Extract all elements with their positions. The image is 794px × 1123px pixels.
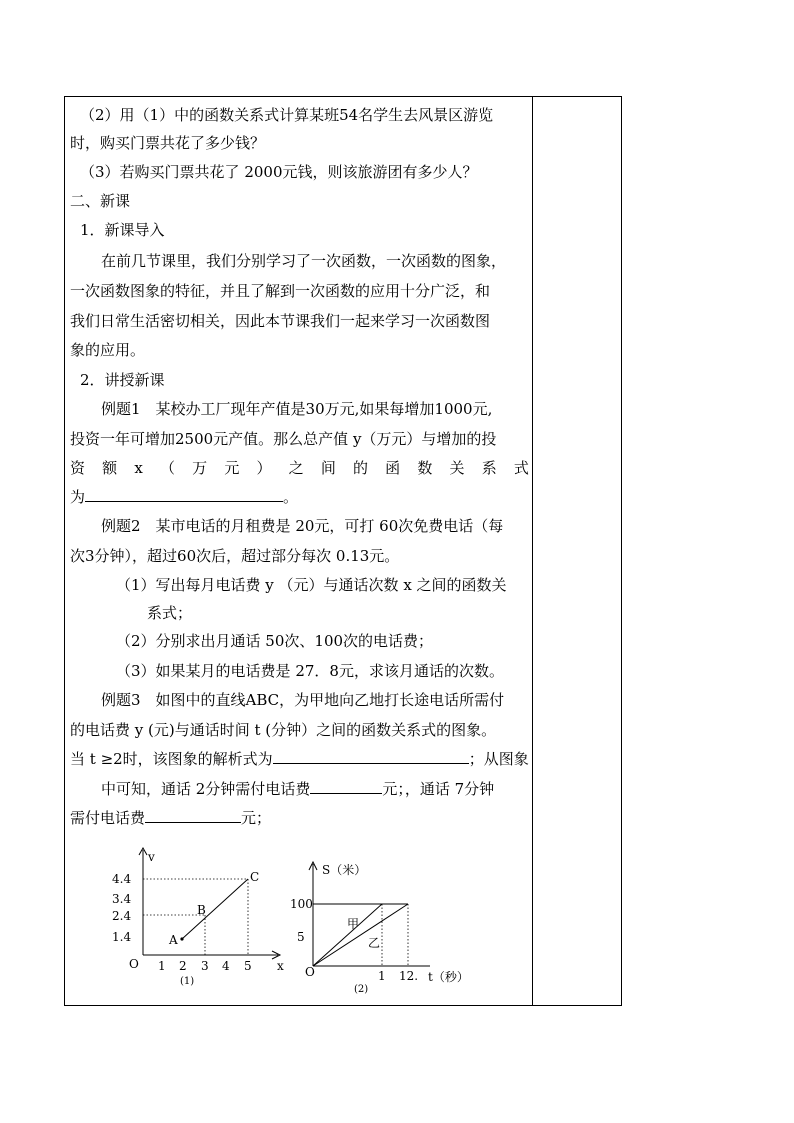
word: 间 bbox=[320, 459, 336, 477]
intro-line-1: 在前几节课里，我们分别学习了一次函数，一次函数的图象， bbox=[101, 252, 507, 270]
graph-1-y-tick: 2.4 bbox=[112, 909, 132, 923]
intro-line-3: 我们日常生活密切相关，因此本节课我们一起来学习一次函数图 bbox=[70, 312, 491, 330]
graph-1-x-tick: 5 bbox=[244, 959, 252, 973]
example-2-question-2: （2）分别求出月通话 50次、100次的电话费； bbox=[116, 632, 434, 650]
table-column-divider bbox=[532, 96, 533, 1006]
text: 元；，通话 7分钟 bbox=[382, 780, 495, 798]
graph-1-x-tick: 2 bbox=[179, 959, 187, 973]
section-heading-new-lesson: 二、新课 bbox=[70, 192, 131, 210]
graph-2-label-yi: 乙 bbox=[368, 936, 381, 950]
graph-1-origin: O bbox=[129, 957, 139, 971]
subheading-introduction: 1．新课导入 bbox=[80, 221, 165, 239]
example-2-line-1: 例题2 某市电话的月租费是 20元，可打 60次免费电话（每 bbox=[101, 517, 504, 535]
word: 的 bbox=[353, 459, 369, 477]
word: 数 bbox=[417, 459, 433, 477]
word: （ bbox=[159, 459, 175, 477]
text: 元； bbox=[241, 809, 272, 827]
graph-1-y-tick: 1.4 bbox=[112, 930, 132, 944]
question-2-line-2: 时，购买门票共花了多少钱？ bbox=[70, 134, 266, 152]
text: 。 bbox=[283, 488, 299, 506]
word: 元 bbox=[224, 459, 240, 477]
example-2-question-3: （3）如果某月的电话费是 27．8元，求该月通话的次数。 bbox=[116, 662, 504, 680]
graph-2-y-tick-100: 100 bbox=[290, 897, 313, 911]
example-2-line-2: 次3分钟），超过60次后，超过部分每次 0.13元。 bbox=[70, 547, 400, 565]
example-1-line-1: 例题1 某校办工厂现年产值是30万元,如果每增加1000元, bbox=[101, 400, 493, 418]
intro-line-4: 象的应用。 bbox=[70, 341, 146, 359]
text: 当 t ≥2时，该图象的解析式为 bbox=[70, 750, 273, 768]
graph-1-y-tick: 4.4 bbox=[112, 872, 132, 886]
example-1-line-4 bbox=[70, 487, 298, 507]
example-3-line-2: 的电话费 y (元)与通话时间 t (分钟）之间的函数关系式的图象。 bbox=[70, 721, 497, 739]
subheading-teaching: 2．讲授新课 bbox=[80, 371, 165, 389]
graph-1 bbox=[100, 842, 300, 992]
word: 万 bbox=[192, 459, 208, 477]
answer-blank[interactable] bbox=[85, 487, 283, 502]
graph-2-y-label: S（米） bbox=[322, 863, 367, 877]
graph-1-line-abc bbox=[182, 879, 248, 939]
graph-1-x-tick: 4 bbox=[222, 959, 230, 973]
example-3-line-3 bbox=[70, 749, 529, 769]
graph-1-x-tick: 3 bbox=[201, 959, 209, 973]
graph-2 bbox=[288, 856, 488, 996]
graph-2-line-jia bbox=[313, 904, 382, 966]
graph-2-caption: (2) bbox=[354, 984, 369, 995]
graph-1-y-label: v bbox=[148, 850, 155, 864]
answer-blank[interactable] bbox=[273, 749, 469, 764]
text: 需付电话费 bbox=[70, 809, 146, 827]
graph-1-caption: (1) bbox=[180, 976, 195, 987]
graph-1-x-tick: 1 bbox=[158, 959, 166, 973]
graph-1-point-c: C bbox=[250, 870, 260, 884]
example-3-line-1: 例题3 如图中的直线ABC，为甲地向乙地打长途电话所需付 bbox=[101, 691, 505, 709]
graph-1-point-a: A bbox=[169, 933, 178, 947]
word: 之 bbox=[288, 459, 304, 477]
question-2-line-1: （2）用（1）中的函数关系式计算某班54名学生去风景区游览 bbox=[80, 106, 494, 124]
graph-2-origin: O bbox=[305, 965, 315, 979]
example-2-question-1-line-1: （1）写出每月电话费 y （元）与通话次数 x 之间的函数关 bbox=[116, 576, 507, 594]
example-3-line-5 bbox=[70, 808, 271, 828]
graph-2-label-jia: 甲 bbox=[347, 917, 360, 931]
question-3: （3）若购买门票共花了 2000元钱，则该旅游团有多少人？ bbox=[80, 163, 478, 181]
word: 关 bbox=[449, 459, 465, 477]
answer-blank[interactable] bbox=[310, 779, 382, 794]
example-3-line-4 bbox=[101, 779, 494, 799]
graph-1-x-label: x bbox=[277, 959, 284, 973]
example-1-line-2: 投资一年可增加2500元产值。那么总产值 y（万元）与增加的投 bbox=[70, 430, 497, 448]
word: x bbox=[134, 459, 143, 477]
text: 中可知，通话 2分钟需付电话费 bbox=[101, 780, 311, 798]
graph-2-x-tick-12: 12. bbox=[399, 969, 419, 983]
graph-1-point-b: B bbox=[197, 903, 206, 917]
word: 系 bbox=[481, 459, 497, 477]
example-2-question-1-line-2: 系式； bbox=[147, 604, 193, 622]
graph-1-point-a-dot bbox=[180, 937, 183, 940]
graph-2-x-tick-1: 1 bbox=[378, 969, 386, 983]
answer-blank[interactable] bbox=[145, 808, 241, 823]
graph-2-y-tick-5: 5 bbox=[297, 930, 305, 944]
word: 式 bbox=[513, 459, 529, 477]
text: ；从图象 bbox=[468, 750, 529, 768]
word: 额 bbox=[102, 459, 118, 477]
example-1-line-3 bbox=[70, 458, 529, 478]
graph-2-line-yi bbox=[313, 904, 408, 966]
graph-2-x-label: t（秒） bbox=[428, 970, 469, 984]
word: ） bbox=[256, 459, 272, 477]
text: 为 bbox=[70, 488, 86, 506]
intro-line-2: 一次函数图象的特征，并且了解到一次函数的应用十分广泛，和 bbox=[70, 282, 491, 300]
word: 资 bbox=[70, 459, 86, 477]
graph-1-y-tick: 3.4 bbox=[112, 892, 132, 906]
word: 函 bbox=[385, 459, 401, 477]
